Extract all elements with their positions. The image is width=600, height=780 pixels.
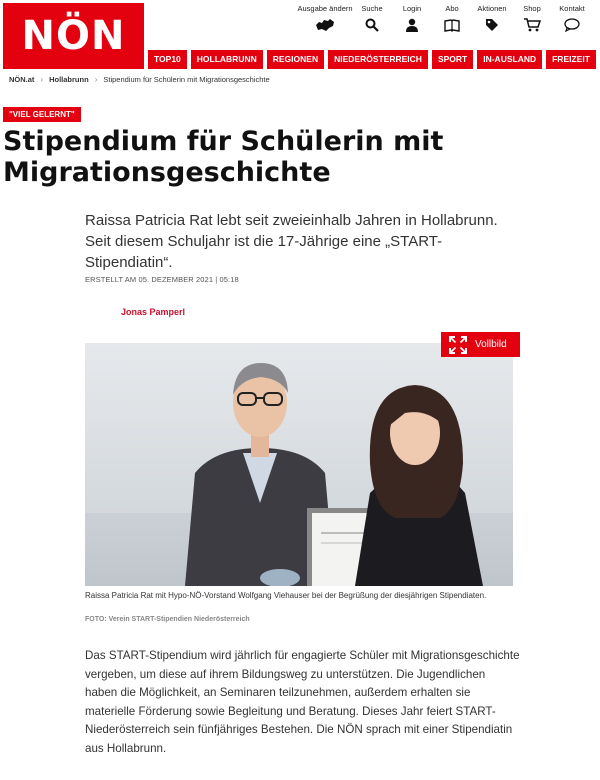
- subscription-button[interactable]: [432, 4, 472, 33]
- fullscreen-label: Vollbild: [475, 339, 507, 350]
- header-toolbar: [298, 4, 592, 33]
- breadcrumb-hollabrunn[interactable]: Hollabrunn: [49, 75, 89, 84]
- nav-item-freizeit[interactable]: FREIZEIT: [546, 50, 596, 69]
- chat-icon: [564, 17, 580, 33]
- article-dateline: ERSTELLT AM 05. DEZEMBER 2021 | 05:18: [85, 275, 239, 284]
- breadcrumb-separator-icon: ›: [40, 75, 44, 84]
- nav-item-top10[interactable]: TOP10: [148, 50, 187, 69]
- nav-item-niederoesterreich[interactable]: NIEDERÖSTERREICH: [328, 50, 428, 69]
- nav-item-regionen[interactable]: REGIONEN: [267, 50, 324, 69]
- search-label: Suche: [361, 4, 383, 13]
- cart-icon: [523, 17, 541, 33]
- austria-map-icon: [314, 17, 336, 33]
- breadcrumb: [9, 75, 270, 84]
- article-kicker[interactable]: "VIEL GELERNT": [3, 107, 81, 122]
- user-icon: [405, 17, 419, 33]
- article-lead: Raissa Patricia Rat lebt seit zweieinhalb Jahren in Hollabrunn. Seit diesem Schuljahr ist die 17-Jährige eine „START-Stipendiatin“.: [85, 212, 498, 271]
- breadcrumb-current: Stipendium für Schülerin mit Migrationsgeschichte: [103, 75, 270, 84]
- newspaper-icon: [444, 17, 460, 33]
- article-author[interactable]: Jonas Pamperl: [121, 307, 186, 317]
- nav-item-sport[interactable]: SPORT: [432, 50, 473, 69]
- site-header: [0, 0, 600, 72]
- edition-change-button[interactable]: [298, 4, 352, 33]
- main-nav: [148, 50, 600, 69]
- nav-item-in-ausland[interactable]: IN-AUSLAND: [477, 50, 542, 69]
- breadcrumb-home[interactable]: NÖN.at: [9, 75, 35, 84]
- expand-icon: [449, 336, 467, 354]
- promotions-button[interactable]: [472, 4, 512, 33]
- login-button[interactable]: [392, 4, 432, 33]
- search-icon: [365, 17, 379, 33]
- breadcrumb-separator-icon: ›: [94, 75, 98, 84]
- logo-text: NÖN: [21, 13, 126, 59]
- edition-change-label: Ausgabe ändern: [297, 4, 353, 13]
- site-logo[interactable]: [3, 3, 144, 69]
- nav-item-hollabrunn[interactable]: HOLLABRUNN: [191, 50, 263, 69]
- contact-label: Kontakt: [559, 4, 585, 13]
- shop-label: Shop: [523, 4, 541, 13]
- tag-icon: [485, 17, 499, 33]
- login-label: Login: [402, 4, 422, 13]
- article-body: Das START-Stipendium wird jährlich für engagierte Schüler mit Migrationsgeschichte vergeben, um diese auf ihrem Bildungsweg zu unterstützen. Die Jugendlichen haben die Möglichkeit, an Seminaren teilzunehmen, außerdem erhalten sie materielle Förderung sowie Begleitung und Beratung. Dieses Jahr feiert START-Niederösterreich sein fünfjähriges Bestehen. Die NÖN sprach mit einer Stipendiatin aus Hollabrunn.: [85, 649, 520, 755]
- contact-button[interactable]: [552, 4, 592, 33]
- article-photo[interactable]: [85, 343, 513, 586]
- search-button[interactable]: [352, 4, 392, 33]
- fullscreen-button[interactable]: [441, 332, 520, 357]
- shop-button[interactable]: [512, 4, 552, 33]
- photo-credit: FOTO: Verein START-Stipendien Niederösterreich: [85, 616, 250, 623]
- article-headline: Stipendium für Schülerin mit Migrationsgeschichte: [3, 126, 444, 188]
- photo-caption: Raissa Patricia Rat mit Hypo-NÖ-Vorstand Wolfgang Viehauser bei der Begrüßung der diesjährigen Stipendiaten.: [85, 591, 487, 600]
- promotions-label: Aktionen: [477, 4, 507, 13]
- article-photo-illustration: [85, 343, 513, 586]
- subscription-label: Abo: [445, 4, 459, 13]
